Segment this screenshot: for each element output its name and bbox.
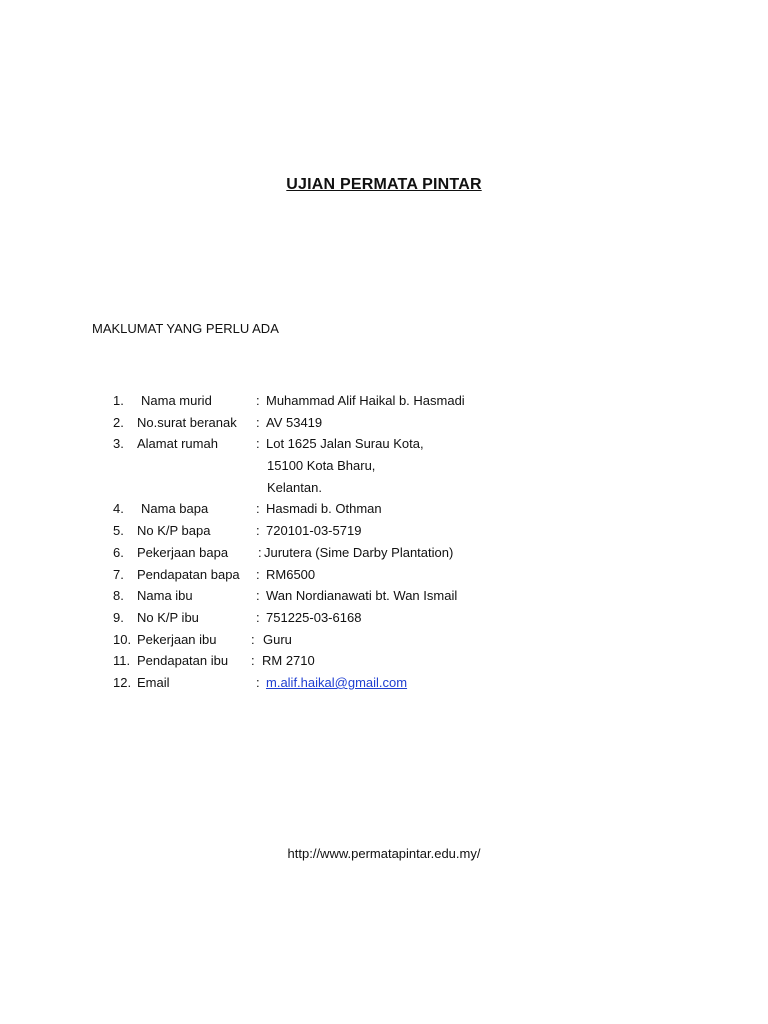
list-item (113, 650, 713, 672)
item-label: Alamat rumah (137, 436, 218, 452)
item-colon: : (256, 588, 260, 604)
item-number: 3. (113, 436, 124, 452)
item-label: No K/P ibu (137, 609, 199, 625)
item-number: 10. (113, 631, 132, 647)
list-item (113, 520, 713, 542)
item-value: RM 2710 (262, 653, 315, 669)
document-title: UJIAN PERMATA PINTAR (286, 176, 482, 193)
list-item (113, 629, 713, 651)
item-colon: : (256, 523, 260, 539)
item-colon: : (256, 566, 260, 582)
list-item (113, 564, 713, 586)
item-number: 4. (113, 501, 124, 517)
address-line: 15100 Kota Bharu, (267, 458, 376, 474)
item-label: No.surat beranak (137, 414, 237, 430)
item-colon: : (251, 653, 255, 669)
item-colon: : (256, 393, 260, 408)
item-value: Guru (263, 631, 292, 647)
email-link[interactable]: m.alif.haikal@gmail.com (266, 674, 408, 690)
item-colon: : (256, 609, 260, 625)
item-label: Pekerjaan ibu (137, 631, 217, 647)
item-number: 7. (113, 566, 124, 582)
list-item (113, 412, 713, 434)
item-label: Email (137, 674, 170, 690)
item-colon: : (256, 674, 260, 690)
item-label: Nama murid (141, 393, 212, 408)
item-label: Nama bapa (141, 501, 209, 517)
item-value: Muhammad Alif Haikal b. Hasmadi (266, 393, 465, 408)
item-label: No K/P bapa (137, 523, 211, 539)
item-number: 6. (113, 544, 124, 560)
section-heading: MAKLUMAT YANG PERLU ADA (92, 321, 279, 336)
item-value: 720101-03-5719 (266, 523, 362, 539)
list-item (113, 542, 713, 564)
item-number: 11. (113, 653, 131, 669)
list-item (113, 498, 713, 520)
list-item (113, 433, 713, 455)
item-number: 8. (113, 588, 124, 604)
item-number: 1. (113, 393, 124, 408)
list-item (113, 672, 713, 694)
item-number: 12. (113, 674, 132, 690)
list-item (113, 607, 713, 629)
item-value: Hasmadi b. Othman (266, 501, 382, 517)
footer-url: http://www.permatapintar.edu.my/ (287, 846, 481, 861)
item-value: AV 53419 (266, 414, 323, 430)
item-value: Lot 1625 Jalan Surau Kota, (266, 436, 424, 452)
item-colon: : (258, 544, 262, 560)
item-value: Jurutera (Sime Darby Plantation) (264, 544, 454, 560)
list-item-continuation (113, 455, 713, 477)
address-line: Kelantan. (267, 479, 322, 495)
item-value: Wan Nordianawati bt. Wan Ismail (266, 588, 458, 604)
item-label: Pendapatan bapa (137, 566, 240, 582)
item-value: RM6500 (266, 566, 316, 582)
list-item-continuation (113, 477, 713, 499)
info-list (113, 390, 713, 694)
item-colon: : (256, 414, 260, 430)
item-number: 5. (113, 523, 124, 539)
item-label: Pekerjaan bapa (137, 544, 229, 560)
item-label: Pendapatan ibu (137, 653, 229, 669)
item-colon: : (256, 436, 260, 452)
item-number: 9. (113, 609, 124, 625)
item-colon: : (256, 501, 260, 517)
item-colon: : (251, 631, 255, 647)
item-value: 751225-03-6168 (266, 609, 362, 625)
list-item (113, 390, 713, 412)
list-item (113, 585, 713, 607)
item-label: Nama ibu (137, 588, 193, 604)
item-number: 2. (113, 414, 124, 430)
